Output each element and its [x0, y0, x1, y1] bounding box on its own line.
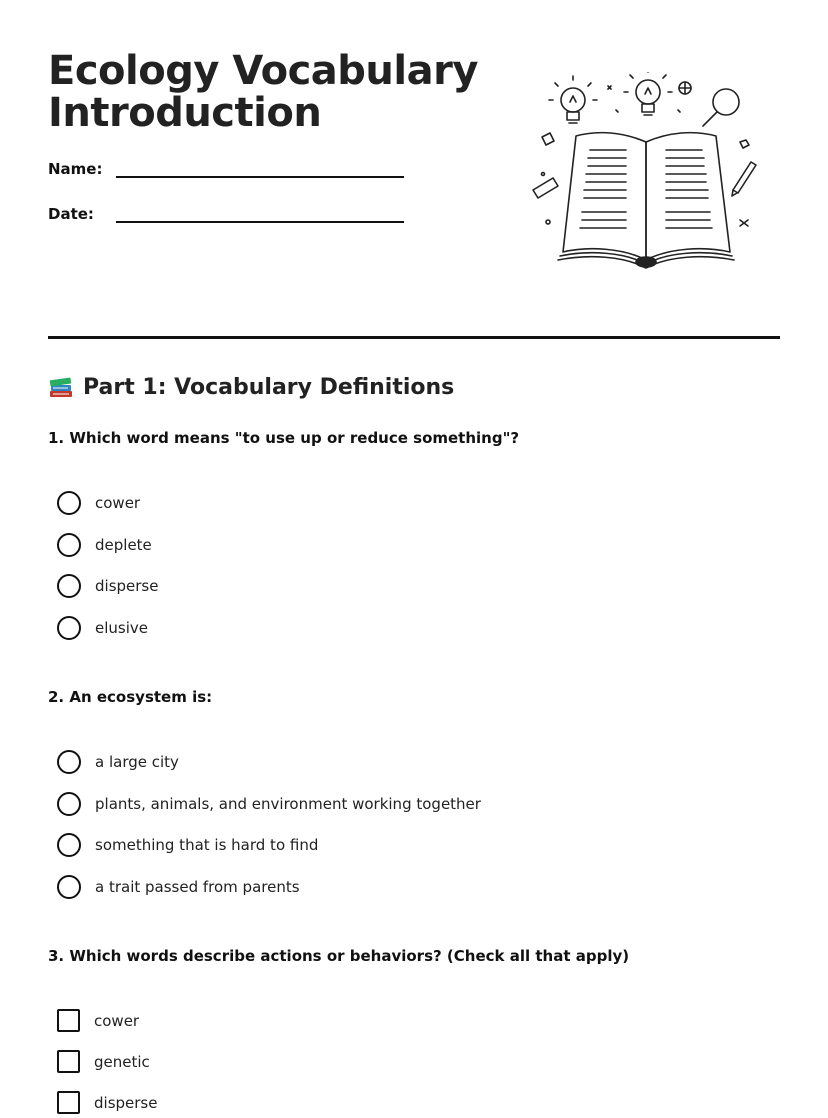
radio-button[interactable]: [57, 574, 81, 598]
option-label: disperse: [94, 1093, 158, 1112]
open-book-with-lightbulbs-icon: [528, 72, 758, 272]
pencil-icon: [732, 162, 756, 196]
date-label: Date:: [48, 205, 94, 223]
page-title: [48, 50, 508, 134]
section-title: Part 1: Vocabulary Definitions: [83, 374, 455, 400]
checkbox-option[interactable]: [57, 1091, 157, 1114]
globe-icon: [679, 82, 691, 94]
option-label: deplete: [95, 536, 152, 554]
name-label: Name:: [48, 160, 103, 178]
radio-option[interactable]: [57, 833, 318, 857]
checkbox[interactable]: [57, 1091, 80, 1114]
lightbulb-icon: [624, 72, 672, 115]
option-label: disperse: [95, 577, 159, 595]
option-label: plants, animals, and environment working together: [95, 795, 481, 813]
title-line-1: Ecology Vocabulary: [48, 48, 478, 94]
checkbox[interactable]: [57, 1050, 80, 1073]
question-prompt: 2. An ecosystem is:: [48, 688, 213, 706]
question-prompt: 1. Which word means "to use up or reduce something"?: [48, 429, 520, 447]
option-label: elusive: [95, 619, 148, 637]
radio-option[interactable]: [57, 750, 179, 774]
radio-option[interactable]: [57, 616, 148, 640]
title-line-2: Introduction: [48, 90, 322, 136]
option-label: a trait passed from parents: [95, 878, 300, 896]
checkbox[interactable]: [57, 1009, 80, 1032]
radio-button[interactable]: [57, 833, 81, 857]
books-icon: [48, 374, 74, 400]
checkbox-option[interactable]: [57, 1009, 139, 1032]
radio-option[interactable]: [57, 491, 140, 515]
name-input-line[interactable]: [116, 160, 404, 178]
radio-option[interactable]: [57, 533, 152, 557]
section-heading: [48, 374, 454, 400]
open-book-icon: [558, 133, 734, 268]
option-label: cower: [95, 494, 141, 512]
worksheet-header: [48, 48, 508, 223]
name-field: [48, 160, 404, 178]
radio-button[interactable]: [57, 533, 81, 557]
radio-option[interactable]: [57, 574, 158, 598]
marker-icon: [533, 173, 558, 199]
option-label: a large city: [95, 753, 179, 771]
option-label: genetic: [94, 1052, 150, 1071]
checkbox-option[interactable]: [57, 1050, 150, 1073]
magnifying-glass-icon: [703, 89, 739, 126]
radio-option[interactable]: [57, 792, 481, 816]
radio-button[interactable]: [57, 875, 81, 899]
question-prompt: 3. Which words describe actions or behaviors? (Check all that apply): [48, 947, 630, 965]
radio-option[interactable]: [57, 875, 300, 899]
option-label: something that is hard to find: [95, 836, 319, 854]
radio-button[interactable]: [57, 750, 81, 774]
date-field: [48, 205, 404, 223]
lightbulb-icon: [549, 76, 597, 123]
section-divider: [48, 336, 780, 339]
option-label: cower: [94, 1011, 140, 1030]
radio-button[interactable]: [57, 491, 81, 515]
radio-button[interactable]: [57, 616, 81, 640]
radio-button[interactable]: [57, 792, 81, 816]
date-input-line[interactable]: [116, 205, 404, 223]
